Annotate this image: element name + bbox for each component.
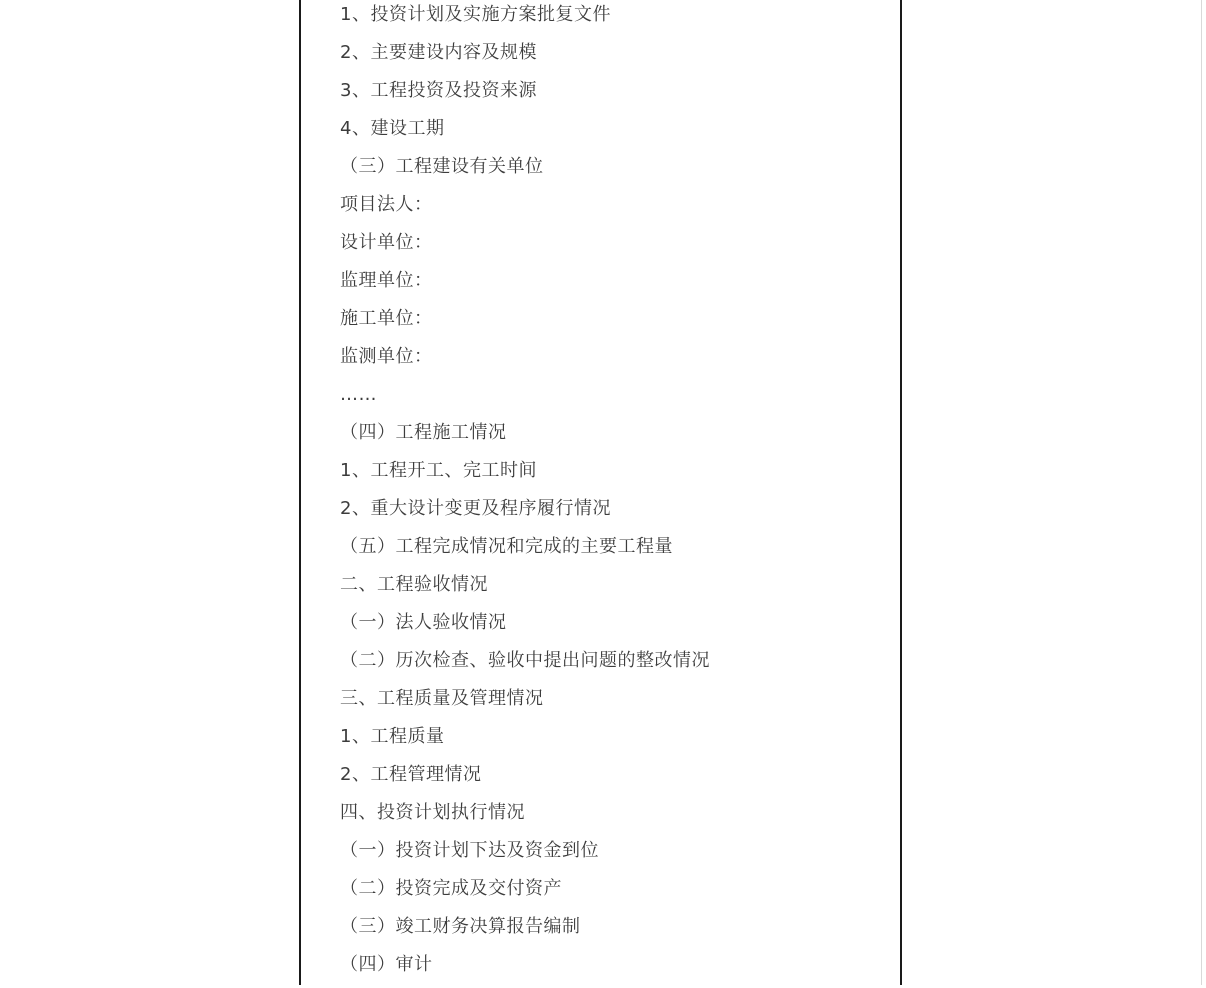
outline-line: 2、主要建设内容及规模 <box>340 42 537 63</box>
outline-line: （四）工程施工情况 <box>340 422 507 443</box>
document-page <box>299 0 902 985</box>
outline-line: …… <box>340 384 377 405</box>
outline-line: 2、重大设计变更及程序履行情况 <box>340 498 611 519</box>
outline-line: 3、工程投资及投资来源 <box>340 80 537 101</box>
outline-line: （四）审计 <box>340 954 433 975</box>
outline-line: （一）法人验收情况 <box>340 612 507 633</box>
outline-line: 1、工程质量 <box>340 726 445 747</box>
outline-list <box>340 0 710 988</box>
outline-line: 四、投资计划执行情况 <box>340 802 525 823</box>
outline-line: （三）工程建设有关单位 <box>340 156 544 177</box>
outline-line: 二、工程验收情况 <box>340 574 488 595</box>
outline-line: 监测单位： <box>340 346 433 367</box>
outline-line: 监理单位： <box>340 270 433 291</box>
outline-line: （一）投资计划下达及资金到位 <box>340 840 599 861</box>
outline-line: 施工单位： <box>340 308 433 329</box>
outline-line: 4、建设工期 <box>340 118 445 139</box>
outline-line: （二）历次检查、验收中提出问题的整改情况 <box>340 650 710 671</box>
outline-line: 项目法人： <box>340 194 433 215</box>
outline-line: 设计单位： <box>340 232 433 253</box>
outline-line: 1、投资计划及实施方案批复文件 <box>340 4 611 25</box>
outline-line: 2、工程管理情况 <box>340 764 482 785</box>
outline-line: （二）投资完成及交付资产 <box>340 878 562 899</box>
outline-line: （五）工程完成情况和完成的主要工程量 <box>340 536 673 557</box>
outline-line: 三、工程质量及管理情况 <box>340 688 544 709</box>
outline-line: （三）竣工财务决算报告编制 <box>340 916 581 937</box>
window-edge-divider <box>1201 0 1202 985</box>
outline-line: 1、工程开工、完工时间 <box>340 460 537 481</box>
